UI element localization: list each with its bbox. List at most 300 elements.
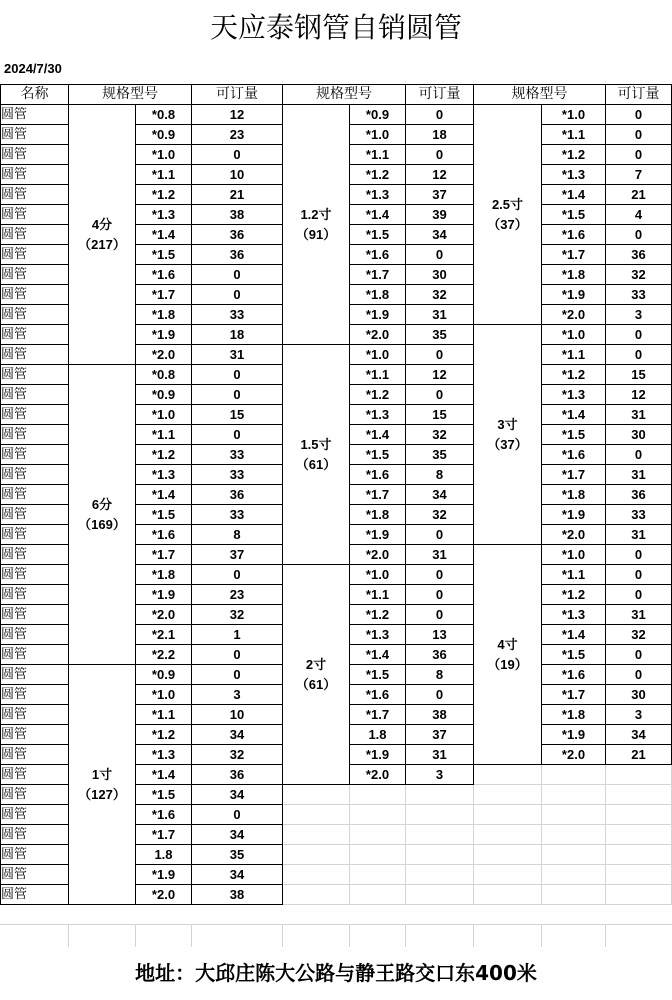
qty-cell-1: 34 [192,785,283,805]
qty-cell-3: 3 [606,705,672,725]
qty-cell-3: 0 [606,125,672,145]
group-size-label: 2寸 [305,656,327,672]
spec-cell-2: *1.6 [350,245,406,265]
group-size-label: 4寸 [497,636,518,652]
qty-cell-3: 4 [606,205,672,225]
address-footer: 地址：大邱庄陈大公路与静王路交口东400米 [135,961,537,985]
qty-cell-1: 35 [192,845,283,865]
spec-cell-3: *1.7 [542,245,606,265]
group-cell-1 [69,105,136,365]
inventory-table [0,84,672,905]
qty-cell-1: 31 [192,345,283,365]
spec-cell-1: *1.6 [136,805,192,825]
spec-cell-3 [542,865,606,885]
qty-cell-1: 3 [192,685,283,705]
spec-cell-3: *1.3 [542,385,606,405]
spec-cell-3: *1.4 [542,405,606,425]
group-cell-3 [474,785,542,805]
spec-cell-2: *1.1 [350,585,406,605]
spec-cell-2: *1.2 [350,165,406,185]
spec-cell-2: *1.9 [350,305,406,325]
group-cell-3 [474,825,542,845]
product-name-cell: 圆管 [1,425,69,445]
qty-cell-3 [606,865,672,885]
spec-cell-1: *1.3 [136,745,192,765]
spec-cell-1: *1.1 [136,425,192,445]
spec-cell-1: *1.9 [136,585,192,605]
spec-cell-1: *2.0 [136,885,192,905]
qty-cell-1: 0 [192,385,283,405]
spec-cell-1: *0.9 [136,665,192,685]
spec-cell-3: *1.7 [542,685,606,705]
spec-cell-2: *1.8 [350,285,406,305]
group-total-label: （127） [78,786,126,802]
qty-cell-3: 31 [606,465,672,485]
group-total-label: （37） [487,216,528,232]
qty-cell-2: 8 [406,465,474,485]
product-name-cell: 圆管 [1,545,69,565]
spec-cell-2: *1.4 [350,205,406,225]
product-name-cell: 圆管 [1,645,69,665]
spec-cell-2 [350,885,406,905]
spec-cell-1: *1.5 [136,785,192,805]
spec-cell-3: *1.2 [542,585,606,605]
qty-cell-2: 3 [406,765,474,785]
page-title: 天应泰钢管自销圆管 [209,11,462,44]
qty-cell-2: 32 [406,285,474,305]
qty-cell-1: 0 [192,805,283,825]
qty-cell-2: 0 [406,525,474,545]
product-name-cell: 圆管 [1,405,69,425]
qty-cell-2: 15 [406,405,474,425]
qty-cell-1: 36 [192,765,283,785]
qty-cell-3: 0 [606,105,672,125]
group-size-label: 1寸 [91,766,113,782]
spec-cell-3: *1.3 [542,165,606,185]
spec-cell-3: *1.9 [542,725,606,745]
spec-cell-2: *1.9 [350,525,406,545]
qty-cell-3: 36 [606,485,672,505]
group-total-label: （91） [295,226,337,242]
qty-cell-2 [406,865,474,885]
product-name-cell: 圆管 [1,745,69,765]
spec-cell-1: *2.0 [136,605,192,625]
qty-cell-2: 34 [406,225,474,245]
spec-cell-2: *1.0 [350,125,406,145]
spec-cell-2 [350,785,406,805]
qty-cell-1: 0 [192,145,283,165]
product-name-cell: 圆管 [1,705,69,725]
qty-cell-2: 0 [406,385,474,405]
qty-cell-3: 21 [606,745,672,765]
qty-cell-1: 34 [192,865,283,885]
spec-cell-1: *1.4 [136,225,192,245]
qty-cell-3: 31 [606,405,672,425]
empty-grid-area [0,924,672,947]
spec-cell-1: *1.1 [136,705,192,725]
qty-cell-2: 8 [406,665,474,685]
spec-cell-3: *1.3 [542,605,606,625]
product-name-cell: 圆管 [1,285,69,305]
product-name-cell: 圆管 [1,585,69,605]
qty-cell-2: 0 [406,145,474,165]
spec-cell-3 [542,825,606,845]
header-qty-3: 可订量 [606,85,672,105]
qty-cell-2 [406,785,474,805]
spec-cell-1: *0.9 [136,385,192,405]
qty-cell-2: 12 [406,365,474,385]
product-name-cell: 圆管 [1,605,69,625]
qty-cell-2: 32 [406,505,474,525]
group-size-label: 4分 [91,216,113,232]
product-name-cell: 圆管 [1,665,69,685]
group-cell-2 [283,825,350,845]
spec-cell-2: *1.4 [350,645,406,665]
qty-cell-1: 1 [192,625,283,645]
spec-cell-1: *1.3 [136,205,192,225]
spec-cell-2: *0.9 [350,105,406,125]
header-row [1,85,672,105]
product-name-cell: 圆管 [1,165,69,185]
qty-cell-2 [406,845,474,865]
product-name-cell: 圆管 [1,125,69,145]
product-name-cell: 圆管 [1,485,69,505]
group-cell-2 [283,565,350,785]
qty-cell-2: 0 [406,345,474,365]
qty-cell-1: 38 [192,205,283,225]
spec-cell-1: *1.7 [136,825,192,845]
product-name-cell: 圆管 [1,825,69,845]
qty-cell-3: 0 [606,585,672,605]
spec-cell-2: *1.5 [350,445,406,465]
qty-cell-3: 33 [606,505,672,525]
qty-cell-1: 33 [192,305,283,325]
spec-cell-2: *1.5 [350,665,406,685]
group-cell-2 [283,845,350,865]
qty-cell-2: 0 [406,605,474,625]
spec-cell-3: *1.8 [542,705,606,725]
product-name-cell: 圆管 [1,505,69,525]
spec-cell-3: *1.6 [542,665,606,685]
spec-cell-2: *1.7 [350,705,406,725]
qty-cell-3 [606,885,672,905]
qty-cell-3 [606,805,672,825]
spec-cell-3: *1.9 [542,285,606,305]
group-cell-2 [283,785,350,805]
qty-cell-1: 0 [192,645,283,665]
group-cell-3 [474,845,542,865]
qty-cell-2 [406,825,474,845]
spec-cell-1: *0.9 [136,125,192,145]
spec-cell-3: *2.0 [542,745,606,765]
qty-cell-2: 0 [406,565,474,585]
qty-cell-2: 31 [406,545,474,565]
spec-cell-3 [542,885,606,905]
spec-cell-3: *1.8 [542,265,606,285]
qty-cell-2: 32 [406,425,474,445]
qty-cell-1: 33 [192,505,283,525]
spec-cell-1: *1.2 [136,185,192,205]
spec-cell-1: *1.0 [136,685,192,705]
qty-cell-2: 31 [406,745,474,765]
qty-cell-3 [606,765,672,785]
product-name-cell: 圆管 [1,725,69,745]
spec-cell-2: *2.0 [350,765,406,785]
spec-cell-2: *1.3 [350,185,406,205]
qty-cell-3: 0 [606,145,672,165]
spec-cell-2: *1.0 [350,565,406,585]
qty-cell-2: 31 [406,305,474,325]
qty-cell-3: 3 [606,305,672,325]
spec-cell-3: *1.2 [542,365,606,385]
group-total-label: （169） [78,516,126,532]
product-name-cell: 圆管 [1,765,69,785]
spec-cell-3 [542,785,606,805]
group-cell-2 [283,105,350,345]
qty-cell-3 [606,785,672,805]
spec-cell-3: *1.6 [542,225,606,245]
product-name-cell: 圆管 [1,465,69,485]
spec-cell-1: *1.6 [136,525,192,545]
spec-cell-1: *1.0 [136,145,192,165]
spec-cell-3: *1.8 [542,485,606,505]
qty-cell-1: 38 [192,885,283,905]
header-qty-2: 可订量 [406,85,474,105]
spec-cell-1: *1.4 [136,485,192,505]
spec-cell-3: *1.4 [542,185,606,205]
group-cell-3 [474,765,542,785]
spec-cell-3 [542,805,606,825]
spec-cell-3: *1.6 [542,445,606,465]
table-body [1,105,672,905]
spec-cell-3: *2.0 [542,305,606,325]
qty-cell-3: 0 [606,225,672,245]
product-name-cell: 圆管 [1,445,69,465]
header-spec-3: 规格型号 [474,85,606,105]
spec-cell-3: *1.0 [542,325,606,345]
spec-cell-1: *1.5 [136,505,192,525]
qty-cell-1: 0 [192,665,283,685]
spec-cell-3: *1.0 [542,105,606,125]
spec-cell-1: *1.9 [136,325,192,345]
product-name-cell: 圆管 [1,205,69,225]
qty-cell-3: 7 [606,165,672,185]
product-name-cell: 圆管 [1,805,69,825]
spec-cell-1: *1.9 [136,865,192,885]
spec-cell-2: *1.9 [350,745,406,765]
group-size-label: 2.5寸 [491,196,524,212]
qty-cell-1: 32 [192,745,283,765]
qty-cell-3 [606,825,672,845]
spec-cell-2: *2.0 [350,545,406,565]
qty-cell-1: 0 [192,425,283,445]
qty-cell-2: 0 [406,685,474,705]
qty-cell-3: 30 [606,685,672,705]
spec-cell-2: *1.1 [350,365,406,385]
spec-cell-1: *1.8 [136,565,192,585]
spec-cell-2: *1.1 [350,145,406,165]
product-name-cell: 圆管 [1,845,69,865]
qty-cell-3: 32 [606,265,672,285]
product-name-cell: 圆管 [1,305,69,325]
spec-cell-2: *1.4 [350,425,406,445]
spec-cell-2: *1.3 [350,405,406,425]
spec-cell-3 [542,765,606,785]
qty-cell-2: 12 [406,165,474,185]
group-cell-2 [283,805,350,825]
qty-cell-2: 13 [406,625,474,645]
product-name-cell: 圆管 [1,865,69,885]
product-name-cell: 圆管 [1,245,69,265]
spec-cell-1: *2.2 [136,645,192,665]
table-row [1,105,672,125]
spec-cell-2: *1.5 [350,225,406,245]
qty-cell-1: 8 [192,525,283,545]
product-name-cell: 圆管 [1,325,69,345]
spec-cell-2: *1.2 [350,385,406,405]
spec-cell-1: *0.8 [136,105,192,125]
product-name-cell: 圆管 [1,685,69,705]
spec-cell-1: *1.1 [136,165,192,185]
product-name-cell: 圆管 [1,625,69,645]
spec-cell-2: *1.0 [350,345,406,365]
qty-cell-3: 30 [606,425,672,445]
qty-cell-1: 15 [192,405,283,425]
spec-cell-1: *2.1 [136,625,192,645]
qty-cell-3: 0 [606,345,672,365]
qty-cell-1: 33 [192,445,283,465]
spec-cell-1: *1.4 [136,765,192,785]
qty-cell-3: 32 [606,625,672,645]
spec-cell-1: *1.3 [136,465,192,485]
spec-cell-1: *1.2 [136,445,192,465]
group-cell-1 [69,665,136,905]
product-name-cell: 圆管 [1,225,69,245]
qty-cell-3: 0 [606,325,672,345]
qty-cell-3: 34 [606,725,672,745]
group-total-label: （19） [487,656,528,672]
spec-cell-3: *1.5 [542,425,606,445]
spec-cell-3: *1.5 [542,645,606,665]
product-name-cell: 圆管 [1,785,69,805]
product-name-cell: 圆管 [1,385,69,405]
spec-cell-3: *1.1 [542,125,606,145]
spec-cell-2 [350,865,406,885]
qty-cell-1: 0 [192,365,283,385]
qty-cell-1: 36 [192,225,283,245]
qty-cell-3: 0 [606,545,672,565]
group-cell-2 [283,885,350,905]
spec-cell-2 [350,825,406,845]
qty-cell-1: 0 [192,265,283,285]
spec-cell-1: *1.2 [136,725,192,745]
spec-cell-3: *1.0 [542,545,606,565]
qty-cell-3: 33 [606,285,672,305]
group-cell-3 [474,865,542,885]
group-total-label: （37） [487,436,528,452]
group-size-label: 6分 [91,496,113,512]
qty-cell-2: 0 [406,105,474,125]
qty-cell-1: 0 [192,285,283,305]
product-name-cell: 圆管 [1,265,69,285]
qty-cell-1: 10 [192,165,283,185]
qty-cell-2: 38 [406,705,474,725]
spec-cell-2: *1.8 [350,505,406,525]
spec-cell-2 [350,805,406,825]
spec-cell-3: *1.1 [542,565,606,585]
qty-cell-2: 18 [406,125,474,145]
group-total-label: （217） [78,236,126,252]
qty-cell-3: 0 [606,445,672,465]
product-name-cell: 圆管 [1,345,69,365]
spec-cell-2 [350,845,406,865]
qty-cell-1: 36 [192,245,283,265]
spec-cell-3: *1.4 [542,625,606,645]
product-name-cell: 圆管 [1,105,69,125]
group-size-label: 3寸 [497,416,518,432]
group-cell-3 [474,885,542,905]
qty-cell-3: 0 [606,665,672,685]
spec-cell-3: *1.2 [542,145,606,165]
spec-cell-2: *1.7 [350,485,406,505]
qty-cell-1: 34 [192,825,283,845]
header-spec-1: 规格型号 [69,85,192,105]
spec-cell-1: *1.6 [136,265,192,285]
qty-cell-3 [606,845,672,865]
group-size-label: 1.5寸 [300,436,332,452]
product-name-cell: 圆管 [1,365,69,385]
group-total-label: （61） [295,676,337,692]
qty-cell-3: 31 [606,605,672,625]
qty-cell-2: 37 [406,185,474,205]
qty-cell-1: 18 [192,325,283,345]
group-cell-2 [283,865,350,885]
qty-cell-3: 36 [606,245,672,265]
qty-cell-1: 32 [192,605,283,625]
qty-cell-3: 12 [606,385,672,405]
spec-cell-2: *1.6 [350,685,406,705]
qty-cell-1: 33 [192,465,283,485]
qty-cell-2 [406,885,474,905]
spec-cell-2: *1.3 [350,625,406,645]
spec-cell-1: *1.7 [136,285,192,305]
qty-cell-1: 23 [192,585,283,605]
spec-cell-1: *1.8 [136,305,192,325]
qty-cell-1: 21 [192,185,283,205]
qty-cell-2: 39 [406,205,474,225]
qty-cell-3: 31 [606,525,672,545]
group-cell-3 [474,105,542,325]
spec-cell-3 [542,845,606,865]
qty-cell-3: 0 [606,645,672,665]
qty-cell-2: 35 [406,325,474,345]
spec-cell-1: *0.8 [136,365,192,385]
spec-cell-3: *2.0 [542,525,606,545]
spec-cell-3: *1.7 [542,465,606,485]
spec-cell-2: 1.8 [350,725,406,745]
spec-cell-2: *1.6 [350,465,406,485]
qty-cell-3: 21 [606,185,672,205]
qty-cell-3: 0 [606,565,672,585]
qty-cell-3: 15 [606,365,672,385]
qty-cell-2: 0 [406,245,474,265]
qty-cell-1: 23 [192,125,283,145]
qty-cell-1: 10 [192,705,283,725]
spec-cell-1: *2.0 [136,345,192,365]
spec-cell-1: *1.5 [136,245,192,265]
spec-cell-2: *1.2 [350,605,406,625]
qty-cell-2: 0 [406,585,474,605]
